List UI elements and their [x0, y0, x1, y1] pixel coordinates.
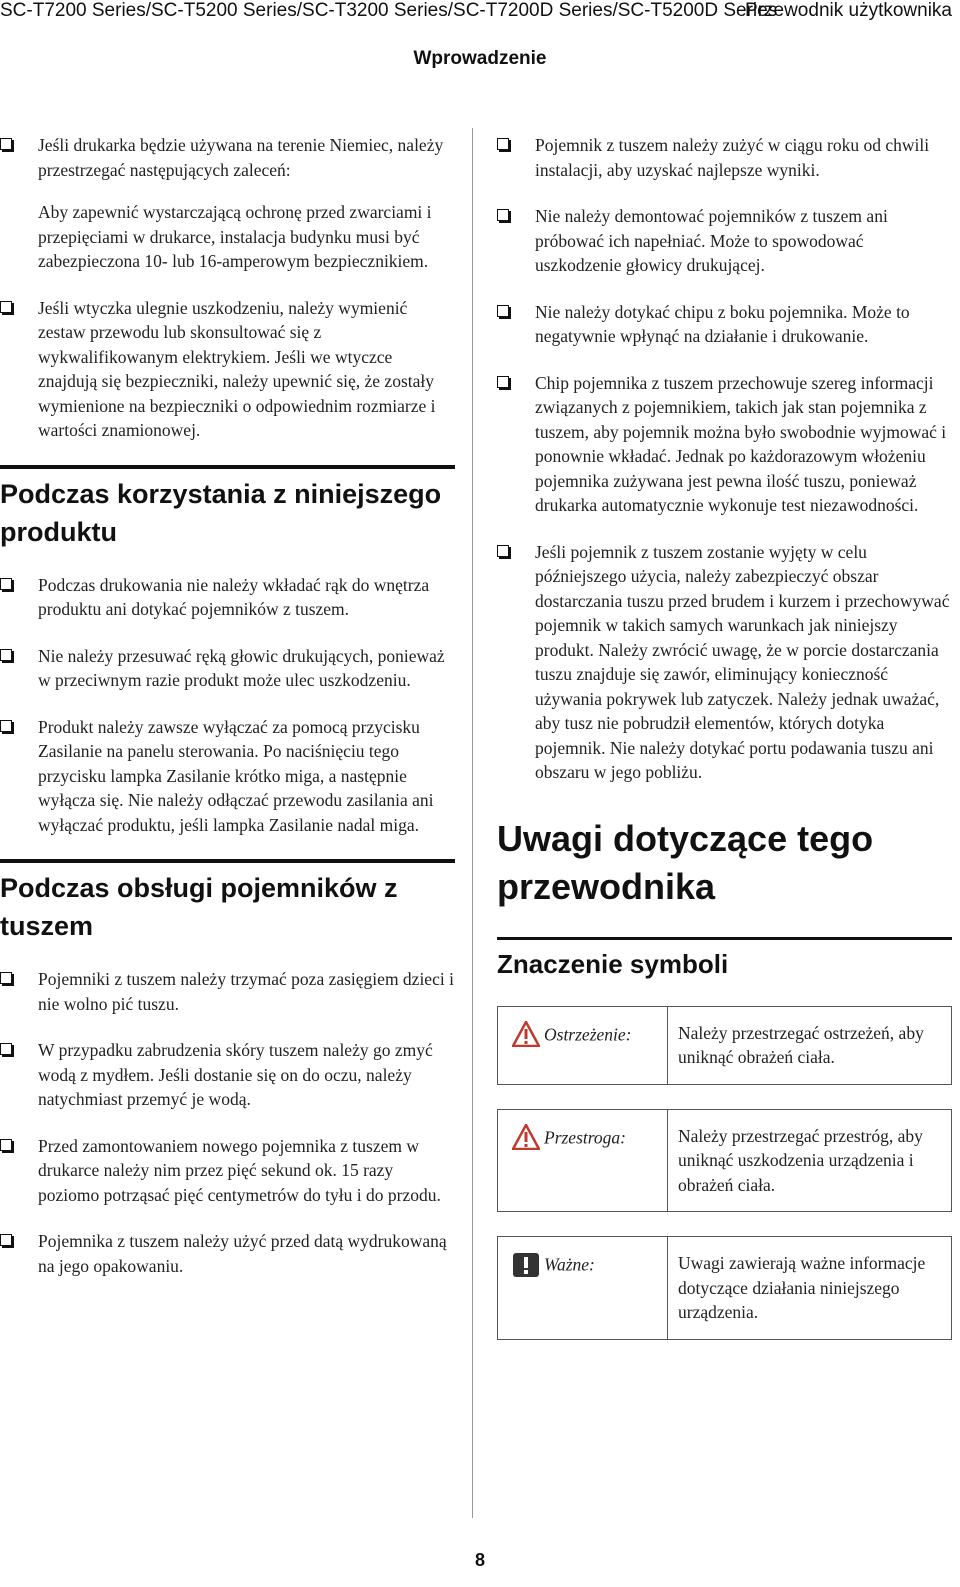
paragraph: Aby zapewnić wystarczającą ochronę przed zwarciami i przepięciami w drukarce, instalacja budynku musi być zabezpieczona 10- lub 16-amperowym bezpiecznikiem.	[38, 202, 432, 271]
warning-triangle-icon	[512, 1021, 540, 1047]
table-row	[498, 1109, 952, 1212]
checkbox-bullet-icon	[0, 578, 12, 590]
subheading-symbols: Znaczenie symboli	[497, 937, 952, 984]
list-item	[497, 540, 952, 785]
checkbox-bullet-icon	[497, 376, 509, 388]
important-exclamation-icon	[512, 1252, 540, 1278]
page-number: 8	[474, 1550, 485, 1570]
section-heading-using: Podczas korzystania z niniejszego produktu	[0, 465, 455, 551]
symbol-cell	[498, 1006, 668, 1084]
list-item-text: Nie należy demontować pojemników z tuszem ani próbować ich napełniać. Może to spowodować uszkodzenie głowicy drukującej.	[535, 206, 888, 275]
column-divider	[472, 128, 473, 1518]
list-item	[0, 1038, 455, 1112]
symbol-cell	[498, 1237, 668, 1340]
list-item-text: Przed zamontowaniem nowego pojemnika z tuszem w drukarce należy nim przez pięć sekund ok. 15 razy poziomo potrząsać pięć centymetrów do tyłu i do przodu.	[38, 1135, 441, 1205]
checkbox-bullet-icon	[0, 972, 12, 984]
list-item-text: Nie należy dotykać chipu z boku pojemnika. Może to negatywnie wpłynąć na działanie i drukowanie.	[535, 301, 910, 346]
section-heading-ink: Podczas obsługi pojemników z tuszem	[0, 859, 455, 945]
list-item	[497, 133, 952, 182]
left-column	[0, 133, 455, 1300]
symbol-label: Ostrzeżenie:	[544, 1024, 632, 1045]
list-item-text: W przypadku zabrudzenia skóry tuszem należy go zmyć wodą z mydłem. Jeśli dostanie się on do oczu, należy natychmiast przemyć je wodą.	[38, 1040, 433, 1109]
symbol-label: Przestroga:	[544, 1127, 626, 1148]
list-item-text: Jeśli drukarka będzie używana na terenie Niemiec, należy przestrzegać następujących zaleceń:	[38, 135, 444, 180]
checkbox-bullet-icon	[0, 649, 12, 661]
chapter-heading-notes: Uwagi dotyczące tego przewodnika	[497, 817, 874, 907]
checkbox-bullet-icon	[497, 138, 509, 150]
checkbox-bullet-icon	[0, 1234, 12, 1246]
symbols-table	[497, 1006, 952, 1340]
symbol-label: Ważne:	[544, 1254, 595, 1275]
checkbox-bullet-icon	[0, 1139, 12, 1151]
header-series: SC-T7200 Series/SC-T5200 Series/SC-T3200 Series/SC-T7200D Series/SC-T5200D Series	[0, 0, 778, 21]
list-item-text: Pojemnik z tuszem należy zużyć w ciągu roku od chwili instalacji, aby uzyskać najlepsze wyniki.	[535, 135, 930, 180]
header-guide-title: Przewodnik użytkownika	[745, 0, 952, 21]
table-row	[498, 1237, 952, 1340]
list-item	[0, 133, 455, 182]
table-row	[498, 1006, 952, 1084]
list-item	[0, 715, 455, 838]
list-item	[0, 573, 455, 622]
list-item-text: Nie należy przesuwać ręką głowic drukujących, ponieważ w przeciwnym razie produkt może ulec uszkodzeniu.	[38, 645, 445, 690]
checkbox-bullet-icon	[0, 301, 12, 313]
list-item-text: Pojemnika z tuszem należy użyć przed datą wydrukowaną na jego opakowaniu.	[38, 1231, 447, 1276]
list-item	[0, 1229, 455, 1278]
list-item	[0, 296, 455, 443]
checkbox-bullet-icon	[497, 545, 509, 557]
list-item	[0, 1134, 455, 1208]
list-item-text: Jeśli pojemnik z tuszem zostanie wyjęty w celu późniejszego użycia, należy zabezpieczyć obszar dostarczania tuszu przed brudem i kurzem i przechowywać pojemnik w takich samych warunkach jak niniejszy produkt. Należy zwrócić uwagę, że w porcie dostarczania tuszu znajduje się zawór, eliminujący konieczność używania pokrywek lub zatyczek. Należy jednak uważać, aby tusz nie pobrudził elementów, których dotyka pojemnik. Nie należy dotykać portu podawania tuszu ani obszaru w jego pobliżu.	[535, 541, 950, 782]
list-item-text: Chip pojemnika z tuszem przechowuje szereg informacji związanych z pojemnikiem, takich jak stan pojemnika z tuszem, aby pojemnik można było swobodnie wyjmować i ponownie wkładać. Jednak po każdorazowym włożeniu pojemnika zużywana jest pewna ilość tuszu, ponieważ drukarka automatycznie wykonuje test niezawodności.	[535, 372, 947, 515]
symbol-description: Uwagi zawierają ważne informacje dotyczące działania niniejszego urządzenia.	[668, 1237, 952, 1340]
list-item	[0, 967, 455, 1016]
checkbox-bullet-icon	[0, 1043, 12, 1055]
caution-triangle-icon	[512, 1124, 540, 1150]
right-column	[497, 133, 952, 1340]
list-item	[497, 371, 952, 518]
list-item	[0, 644, 455, 693]
list-item	[497, 204, 952, 278]
checkbox-bullet-icon	[497, 305, 509, 317]
section-title: Wprowadzenie	[413, 48, 547, 69]
list-item-text: Pojemniki z tuszem należy trzymać poza zasięgiem dzieci i nie wolno pić tuszu.	[38, 969, 454, 1014]
symbol-description: Należy przestrzegać ostrzeżeń, aby uniknąć obrażeń ciała.	[668, 1006, 952, 1084]
symbol-description: Należy przestrzegać przestróg, aby uniknąć uszkodzenia urządzenia i obrażeń ciała.	[668, 1109, 952, 1212]
symbol-cell	[498, 1109, 668, 1212]
list-item-text: Produkt należy zawsze wyłączać za pomocą przycisku Zasilanie na panelu sterowania. Po naciśnięciu tego przycisku lampka Zasilanie krótko miga, a następnie wyłącza się. Nie należy odłączać przewodu zasilania ani wyłączać produktu, jeśli lampka Zasilanie nadal miga.	[38, 716, 434, 835]
list-item-text: Podczas drukowania nie należy wkładać rąk do wnętrza produktu ani dotykać pojemników z tuszem.	[38, 574, 430, 619]
checkbox-bullet-icon	[497, 209, 509, 221]
checkbox-bullet-icon	[0, 720, 12, 732]
list-item	[497, 300, 952, 349]
checkbox-bullet-icon	[0, 138, 12, 150]
list-item-text: Jeśli wtyczka ulegnie uszkodzeniu, należy wymienić zestaw przewodu lub skonsultować się z wykwalifikowanym elektrykiem. Jeśli we wtyczce znajdują się bezpieczniki, należy upewnić się, że zostały wymienione na bezpieczniki o odpowiednim rozmiarze i wartości znamionowej.	[38, 297, 436, 440]
